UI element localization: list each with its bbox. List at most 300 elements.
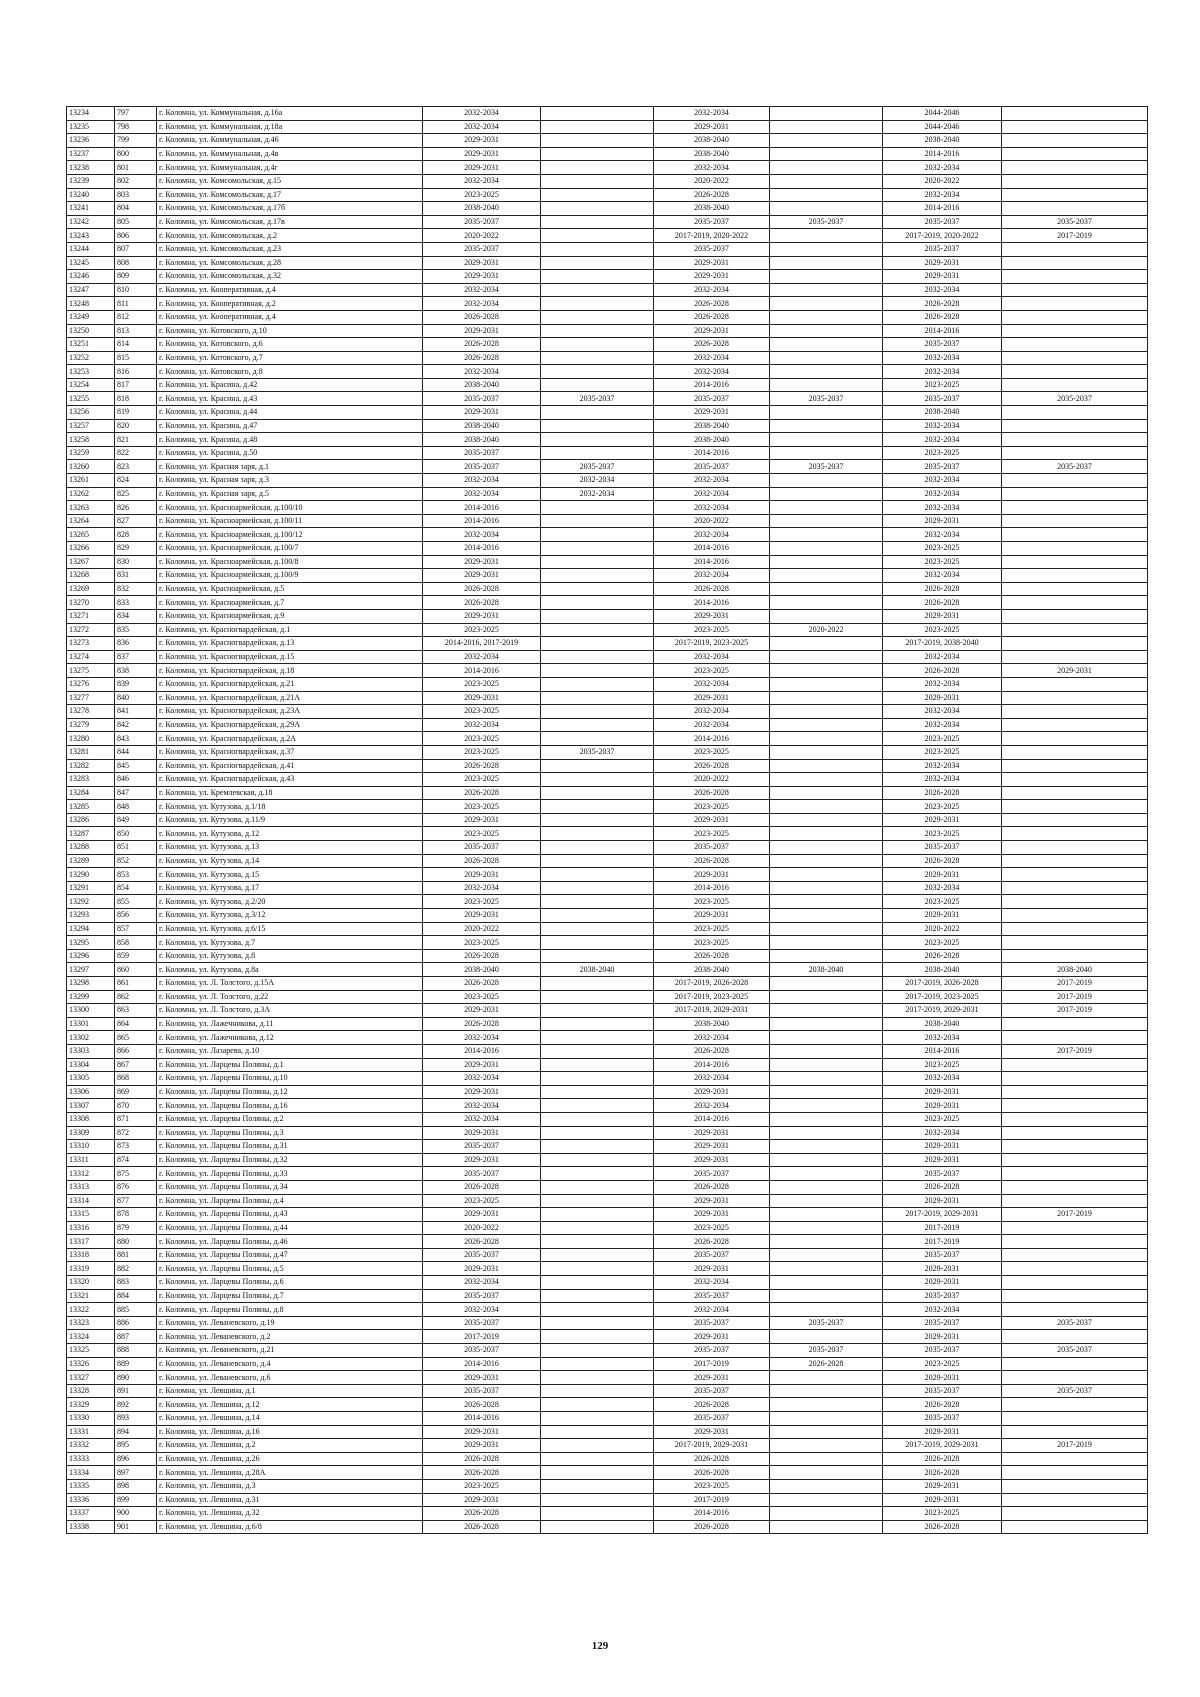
period-col-2-cell: [541, 881, 654, 895]
sequence-number-cell: 881: [115, 1248, 157, 1262]
address-cell: г. Коломна, ул. Красноармейская, д.100/7: [157, 542, 423, 556]
period-col-4-cell: [770, 800, 883, 814]
period-col-3-cell: 2032-2034: [654, 677, 770, 691]
period-col-4-cell: [770, 1058, 883, 1072]
period-col-6-cell: [1002, 270, 1148, 284]
period-col-3-cell: 2014-2016: [654, 1112, 770, 1126]
period-col-6-cell: [1002, 188, 1148, 202]
record-id-cell: 13319: [67, 1262, 115, 1276]
table-row: [67, 555, 1148, 569]
record-id-cell: 13240: [67, 188, 115, 202]
period-col-6-cell: [1002, 338, 1148, 352]
period-col-3-cell: 2026-2028: [654, 854, 770, 868]
period-col-1-cell: 2032-2034: [423, 474, 541, 488]
period-col-1-cell: 2035-2037: [423, 841, 541, 855]
period-col-5-cell: 2029-2031: [883, 270, 1002, 284]
table-row: [67, 1303, 1148, 1317]
table-row: [67, 1017, 1148, 1031]
record-id-cell: 13271: [67, 609, 115, 623]
period-col-6-cell: [1002, 705, 1148, 719]
period-col-2-cell: [541, 1112, 654, 1126]
period-col-2-cell: [541, 1180, 654, 1194]
period-col-1-cell: 2035-2037: [423, 215, 541, 229]
sequence-number-cell: 899: [115, 1493, 157, 1507]
period-col-5-cell: 2023-2025: [883, 555, 1002, 569]
period-col-3-cell: 2032-2034: [654, 528, 770, 542]
period-col-5-cell: 2035-2037: [883, 1384, 1002, 1398]
period-col-2-cell: [541, 1262, 654, 1276]
period-col-5-cell: 2017-2019, 2029-2031: [883, 1208, 1002, 1222]
record-id-cell: 13246: [67, 270, 115, 284]
period-col-3-cell: 2035-2037: [654, 215, 770, 229]
period-col-4-cell: [770, 147, 883, 161]
record-id-cell: 13338: [67, 1520, 115, 1534]
record-id-cell: 13326: [67, 1357, 115, 1371]
table-row: [67, 881, 1148, 895]
period-col-5-cell: 2029-2031: [883, 1371, 1002, 1385]
period-col-4-cell: [770, 1493, 883, 1507]
sequence-number-cell: 848: [115, 800, 157, 814]
period-col-3-cell: 2026-2028: [654, 188, 770, 202]
table-row: [67, 1126, 1148, 1140]
address-cell: г. Коломна, ул. Левшина, д.6/8: [157, 1520, 423, 1534]
period-col-4-cell: [770, 555, 883, 569]
period-col-6-cell: [1002, 365, 1148, 379]
period-col-5-cell: 2026-2028: [883, 596, 1002, 610]
period-col-5-cell: 2029-2031: [883, 1493, 1002, 1507]
address-cell: г. Коломна, ул. Ларцевы Поляны, д.12: [157, 1085, 423, 1099]
period-col-6-cell: [1002, 1153, 1148, 1167]
address-cell: г. Коломна, ул. Ларцевы Поляны, д.33: [157, 1167, 423, 1181]
period-col-5-cell: 2032-2034: [883, 650, 1002, 664]
period-col-1-cell: 2023-2025: [423, 1194, 541, 1208]
record-id-cell: 13287: [67, 827, 115, 841]
record-id-cell: 13241: [67, 202, 115, 216]
record-id-cell: 13250: [67, 324, 115, 338]
record-id-cell: 13300: [67, 1004, 115, 1018]
sequence-number-cell: 831: [115, 569, 157, 583]
period-col-3-cell: 2014-2016: [654, 446, 770, 460]
period-col-4-cell: 2035-2037: [770, 215, 883, 229]
period-col-6-cell: 2035-2037: [1002, 215, 1148, 229]
table-row: [67, 922, 1148, 936]
period-col-5-cell: 2023-2025: [883, 827, 1002, 841]
address-cell: г. Коломна, ул. Ларцевы Поляны, д.6: [157, 1276, 423, 1290]
period-col-4-cell: [770, 1153, 883, 1167]
table-row: [67, 1004, 1148, 1018]
period-col-3-cell: 2023-2025: [654, 1221, 770, 1235]
period-col-1-cell: 2035-2037: [423, 242, 541, 256]
period-col-4-cell: [770, 134, 883, 148]
sequence-number-cell: 884: [115, 1289, 157, 1303]
address-cell: г. Коломна, ул. Кутузова, д.12: [157, 827, 423, 841]
period-col-4-cell: [770, 1330, 883, 1344]
period-col-1-cell: 2026-2028: [423, 1466, 541, 1480]
period-col-3-cell: 2017-2019, 2026-2028: [654, 977, 770, 991]
period-col-2-cell: [541, 419, 654, 433]
address-cell: г. Коломна, ул. Красноармейская, д.5: [157, 582, 423, 596]
period-col-1-cell: 2026-2028: [423, 759, 541, 773]
period-col-3-cell: 2035-2037: [654, 1344, 770, 1358]
period-col-4-cell: [770, 1140, 883, 1154]
period-col-4-cell: 2026-2028: [770, 1357, 883, 1371]
record-id-cell: 13270: [67, 596, 115, 610]
period-col-1-cell: 2029-2031: [423, 1439, 541, 1453]
record-id-cell: 13254: [67, 378, 115, 392]
period-col-1-cell: 2035-2037: [423, 1316, 541, 1330]
period-col-1-cell: 2023-2025: [423, 773, 541, 787]
period-col-4-cell: [770, 759, 883, 773]
period-col-2-cell: [541, 1384, 654, 1398]
period-col-2-cell: [541, 759, 654, 773]
period-col-4-cell: [770, 841, 883, 855]
record-id-cell: 13243: [67, 229, 115, 243]
period-col-2-cell: [541, 582, 654, 596]
period-col-2-cell: [541, 1221, 654, 1235]
period-col-2-cell: [541, 188, 654, 202]
period-col-6-cell: [1002, 745, 1148, 759]
period-col-3-cell: 2017-2019: [654, 1493, 770, 1507]
sequence-number-cell: 800: [115, 147, 157, 161]
record-id-cell: 13244: [67, 242, 115, 256]
sequence-number-cell: 846: [115, 773, 157, 787]
period-col-3-cell: 2026-2028: [654, 310, 770, 324]
period-col-6-cell: [1002, 1493, 1148, 1507]
period-col-6-cell: 2029-2031: [1002, 664, 1148, 678]
period-col-2-cell: [541, 596, 654, 610]
period-col-2-cell: [541, 283, 654, 297]
period-col-1-cell: 2029-2031: [423, 555, 541, 569]
period-col-5-cell: 2026-2028: [883, 1398, 1002, 1412]
table-row: [67, 1289, 1148, 1303]
period-col-3-cell: 2035-2037: [654, 1316, 770, 1330]
period-col-2-cell: [541, 1439, 654, 1453]
table-row: [67, 147, 1148, 161]
address-cell: г. Коломна, ул. Красногвардейская, д.18: [157, 664, 423, 678]
address-cell: г. Коломна, ул. Ларцевы Поляны, д.1: [157, 1058, 423, 1072]
period-col-3-cell: 2017-2019, 2029-2031: [654, 1439, 770, 1453]
record-id-cell: 13276: [67, 677, 115, 691]
period-col-6-cell: 2035-2037: [1002, 392, 1148, 406]
period-col-5-cell: 2029-2031: [883, 514, 1002, 528]
period-col-1-cell: 2035-2037: [423, 460, 541, 474]
period-col-4-cell: [770, 813, 883, 827]
period-col-3-cell: 2029-2031: [654, 406, 770, 420]
table-row: [67, 487, 1148, 501]
sequence-number-cell: 834: [115, 609, 157, 623]
address-cell: г. Коломна, ул. Ларцевы Поляны, д.7: [157, 1289, 423, 1303]
table-row: [67, 406, 1148, 420]
period-col-4-cell: [770, 1303, 883, 1317]
period-col-3-cell: 2032-2034: [654, 1099, 770, 1113]
period-col-1-cell: 2029-2031: [423, 1004, 541, 1018]
period-col-2-cell: 2032-2034: [541, 487, 654, 501]
period-col-6-cell: [1002, 1126, 1148, 1140]
period-col-6-cell: [1002, 501, 1148, 515]
sequence-number-cell: 806: [115, 229, 157, 243]
table-row: [67, 977, 1148, 991]
period-col-3-cell: 2017-2019, 2023-2025: [654, 637, 770, 651]
address-cell: г. Коломна, ул. Ларцевы Поляны, д.16: [157, 1099, 423, 1113]
period-col-6-cell: [1002, 691, 1148, 705]
period-col-3-cell: 2014-2016: [654, 1058, 770, 1072]
address-cell: г. Коломна, ул. Коммунальная, д.4г: [157, 161, 423, 175]
sequence-number-cell: 813: [115, 324, 157, 338]
sequence-number-cell: 814: [115, 338, 157, 352]
period-col-5-cell: 2032-2034: [883, 487, 1002, 501]
table-row: [67, 759, 1148, 773]
period-col-1-cell: 2029-2031: [423, 1493, 541, 1507]
period-col-6-cell: 2017-2019: [1002, 1439, 1148, 1453]
period-col-5-cell: 2023-2025: [883, 745, 1002, 759]
table-row: [67, 161, 1148, 175]
sequence-number-cell: 826: [115, 501, 157, 515]
period-col-4-cell: [770, 1479, 883, 1493]
table-row: [67, 474, 1148, 488]
record-id-cell: 13238: [67, 161, 115, 175]
sequence-number-cell: 812: [115, 310, 157, 324]
period-col-2-cell: [541, 120, 654, 134]
period-col-3-cell: 2032-2034: [654, 351, 770, 365]
period-col-5-cell: 2020-2022: [883, 174, 1002, 188]
period-col-3-cell: 2017-2019, 2023-2025: [654, 990, 770, 1004]
period-col-5-cell: 2029-2031: [883, 1276, 1002, 1290]
sequence-number-cell: 815: [115, 351, 157, 365]
period-col-4-cell: [770, 732, 883, 746]
period-col-5-cell: 2035-2037: [883, 1167, 1002, 1181]
address-cell: г. Коломна, ул. Комсомольская, д.23: [157, 242, 423, 256]
address-cell: г. Коломна, ул. Комсомольская, д.17: [157, 188, 423, 202]
sequence-number-cell: 895: [115, 1439, 157, 1453]
sequence-number-cell: 847: [115, 786, 157, 800]
period-col-3-cell: 2032-2034: [654, 283, 770, 297]
table-row: [67, 1276, 1148, 1290]
address-cell: г. Коломна, ул. Красногвардейская, д.29А: [157, 718, 423, 732]
period-col-6-cell: [1002, 324, 1148, 338]
period-col-1-cell: 2032-2034: [423, 174, 541, 188]
period-col-3-cell: 2032-2034: [654, 718, 770, 732]
period-col-2-cell: [541, 310, 654, 324]
address-cell: г. Коломна, ул. Красноармейская, д.100/12: [157, 528, 423, 542]
record-id-cell: 13252: [67, 351, 115, 365]
address-cell: г. Коломна, ул. Красина, д.47: [157, 419, 423, 433]
period-col-3-cell: 2032-2034: [654, 1031, 770, 1045]
sequence-number-cell: 821: [115, 433, 157, 447]
period-col-4-cell: [770, 596, 883, 610]
period-col-1-cell: 2026-2028: [423, 310, 541, 324]
period-col-2-cell: [541, 895, 654, 909]
period-col-6-cell: [1002, 555, 1148, 569]
table-row: [67, 596, 1148, 610]
period-col-2-cell: [541, 1058, 654, 1072]
period-col-1-cell: 2026-2028: [423, 582, 541, 596]
period-col-6-cell: [1002, 881, 1148, 895]
period-col-4-cell: [770, 1099, 883, 1113]
period-col-3-cell: 2020-2022: [654, 773, 770, 787]
period-col-1-cell: 2026-2028: [423, 1398, 541, 1412]
table-row: [67, 365, 1148, 379]
sequence-number-cell: 828: [115, 528, 157, 542]
period-col-1-cell: 2023-2025: [423, 895, 541, 909]
address-cell: г. Коломна, ул. Красноармейская, д.100/8: [157, 555, 423, 569]
table-row: [67, 705, 1148, 719]
period-col-5-cell: 2038-2040: [883, 134, 1002, 148]
period-col-1-cell: 2038-2040: [423, 202, 541, 216]
period-col-6-cell: 2035-2037: [1002, 1384, 1148, 1398]
address-cell: г. Коломна, ул. Красногвардейская, д.23А: [157, 705, 423, 719]
address-cell: г. Коломна, ул. Ларцевы Поляны, д.46: [157, 1235, 423, 1249]
period-col-5-cell: 2032-2034: [883, 1126, 1002, 1140]
period-col-2-cell: [541, 107, 654, 121]
record-id-cell: 13234: [67, 107, 115, 121]
period-col-6-cell: [1002, 773, 1148, 787]
period-col-1-cell: 2029-2031: [423, 909, 541, 923]
period-col-1-cell: 2029-2031: [423, 1153, 541, 1167]
address-cell: г. Коломна, ул. Л. Толстого, д.3А: [157, 1004, 423, 1018]
address-cell: г. Коломна, ул. Леваневского, д.2: [157, 1330, 423, 1344]
period-col-4-cell: [770, 990, 883, 1004]
record-id-cell: 13323: [67, 1316, 115, 1330]
table-row: [67, 582, 1148, 596]
table-row: [67, 609, 1148, 623]
period-col-4-cell: [770, 351, 883, 365]
period-col-3-cell: 2026-2028: [654, 1235, 770, 1249]
period-col-2-cell: [541, 1466, 654, 1480]
sequence-number-cell: 874: [115, 1153, 157, 1167]
period-col-5-cell: 2026-2028: [883, 1466, 1002, 1480]
period-col-4-cell: [770, 283, 883, 297]
table-row: [67, 732, 1148, 746]
period-col-1-cell: 2029-2031: [423, 691, 541, 705]
address-cell: г. Коломна, ул. Красногвардейская, д.1: [157, 623, 423, 637]
period-col-2-cell: [541, 1235, 654, 1249]
table-row: [67, 1140, 1148, 1154]
period-col-4-cell: [770, 1507, 883, 1521]
period-col-4-cell: [770, 161, 883, 175]
sequence-number-cell: 823: [115, 460, 157, 474]
address-cell: г. Коломна, ул. Леваневского, д.19: [157, 1316, 423, 1330]
table-row: [67, 854, 1148, 868]
table-row: [67, 1112, 1148, 1126]
period-col-4-cell: [770, 120, 883, 134]
period-col-1-cell: 2023-2025: [423, 188, 541, 202]
period-col-6-cell: [1002, 514, 1148, 528]
period-col-5-cell: 2017-2019, 2029-2031: [883, 1439, 1002, 1453]
record-id-cell: 13285: [67, 800, 115, 814]
period-col-5-cell: 2032-2034: [883, 759, 1002, 773]
period-col-3-cell: 2038-2040: [654, 147, 770, 161]
period-col-5-cell: 2032-2034: [883, 1031, 1002, 1045]
period-col-4-cell: [770, 297, 883, 311]
period-col-4-cell: [770, 868, 883, 882]
period-col-5-cell: 2032-2034: [883, 433, 1002, 447]
period-col-5-cell: 2035-2037: [883, 242, 1002, 256]
address-cell: г. Коломна, ул. Левшина, д.31: [157, 1493, 423, 1507]
period-col-6-cell: [1002, 528, 1148, 542]
table-row: [67, 827, 1148, 841]
period-col-5-cell: 2032-2034: [883, 677, 1002, 691]
period-col-3-cell: 2029-2031: [654, 1371, 770, 1385]
sequence-number-cell: 807: [115, 242, 157, 256]
period-col-2-cell: [541, 1044, 654, 1058]
sequence-number-cell: 845: [115, 759, 157, 773]
period-col-6-cell: [1002, 949, 1148, 963]
record-id-cell: 13259: [67, 446, 115, 460]
period-col-3-cell: 2026-2028: [654, 1466, 770, 1480]
period-col-1-cell: 2029-2031: [423, 256, 541, 270]
sequence-number-cell: 882: [115, 1262, 157, 1276]
period-col-4-cell: [770, 1425, 883, 1439]
record-id-cell: 13253: [67, 365, 115, 379]
table-row: [67, 1072, 1148, 1086]
table-row: [67, 1208, 1148, 1222]
period-col-3-cell: 2038-2040: [654, 963, 770, 977]
record-id-cell: 13248: [67, 297, 115, 311]
period-col-6-cell: [1002, 1099, 1148, 1113]
sequence-number-cell: 876: [115, 1180, 157, 1194]
sequence-number-cell: 835: [115, 623, 157, 637]
sequence-number-cell: 802: [115, 174, 157, 188]
address-cell: г. Коломна, ул. Лажечникова, д.12: [157, 1031, 423, 1045]
period-col-1-cell: 2026-2028: [423, 1235, 541, 1249]
period-col-1-cell: 2038-2040: [423, 433, 541, 447]
period-col-5-cell: 2032-2034: [883, 419, 1002, 433]
period-col-6-cell: [1002, 1330, 1148, 1344]
period-col-5-cell: 2029-2031: [883, 256, 1002, 270]
period-col-4-cell: [770, 256, 883, 270]
period-col-5-cell: 2032-2034: [883, 283, 1002, 297]
period-col-2-cell: [541, 242, 654, 256]
period-col-3-cell: 2023-2025: [654, 922, 770, 936]
record-id-cell: 13336: [67, 1493, 115, 1507]
period-col-5-cell: 2026-2028: [883, 1452, 1002, 1466]
period-col-1-cell: 2035-2037: [423, 392, 541, 406]
period-col-2-cell: [541, 1507, 654, 1521]
table-row: [67, 664, 1148, 678]
period-col-2-cell: [541, 650, 654, 664]
period-col-3-cell: 2026-2028: [654, 1180, 770, 1194]
address-cell: г. Коломна, ул. Леваневского, д.21: [157, 1344, 423, 1358]
sequence-number-cell: 885: [115, 1303, 157, 1317]
record-id-cell: 13291: [67, 881, 115, 895]
period-col-4-cell: [770, 664, 883, 678]
period-col-5-cell: 2023-2025: [883, 1357, 1002, 1371]
table-row: [67, 1058, 1148, 1072]
table-row: [67, 868, 1148, 882]
address-cell: г. Коломна, ул. Ларцевы Поляны, д.43: [157, 1208, 423, 1222]
address-cell: г. Коломна, ул. Красногвардейская, д.15: [157, 650, 423, 664]
period-col-3-cell: 2035-2037: [654, 242, 770, 256]
period-col-3-cell: 2032-2034: [654, 365, 770, 379]
period-col-2-cell: [541, 1004, 654, 1018]
period-col-5-cell: 2029-2031: [883, 1479, 1002, 1493]
period-col-4-cell: [770, 1208, 883, 1222]
table-row: [67, 1520, 1148, 1534]
period-col-4-cell: [770, 1126, 883, 1140]
period-col-1-cell: 2032-2034: [423, 120, 541, 134]
period-col-2-cell: [541, 677, 654, 691]
period-col-5-cell: 2014-2016: [883, 202, 1002, 216]
address-cell: г. Коломна, ул. Кутузова, д.7: [157, 936, 423, 950]
period-col-1-cell: 2026-2028: [423, 1017, 541, 1031]
period-col-5-cell: 2035-2037: [883, 338, 1002, 352]
sequence-number-cell: 819: [115, 406, 157, 420]
table-row: [67, 419, 1148, 433]
period-col-5-cell: 2029-2031: [883, 1140, 1002, 1154]
record-id-cell: 13283: [67, 773, 115, 787]
table-row: [67, 1371, 1148, 1385]
address-cell: г. Коломна, ул. Ларцевы Поляны, д.32: [157, 1153, 423, 1167]
